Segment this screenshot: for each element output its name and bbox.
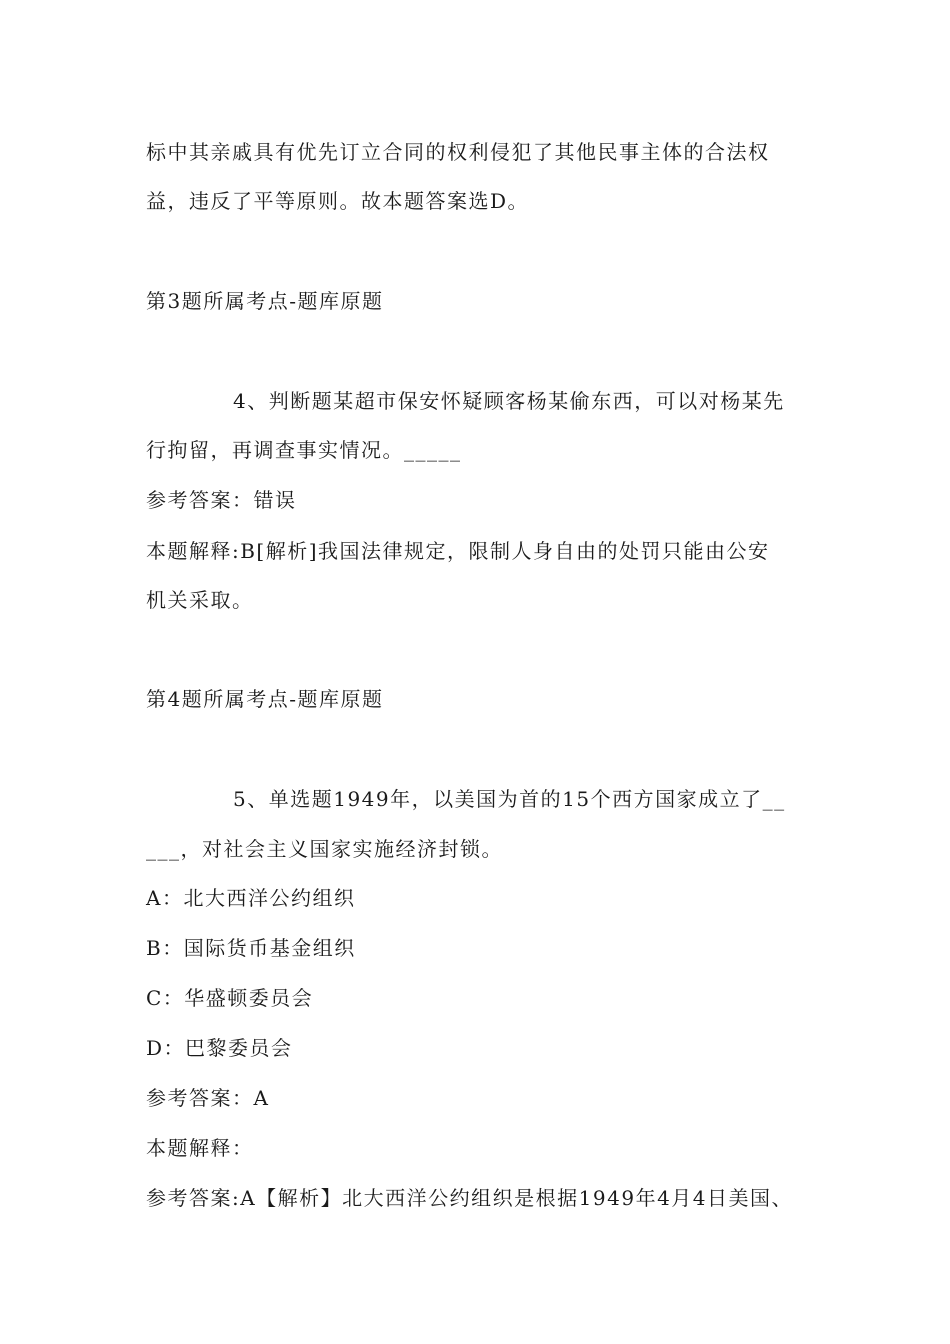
q5-explanation-label: 本题解释： bbox=[146, 1136, 254, 1160]
q4-topic: 第4题所属考点-题库原题 bbox=[146, 687, 384, 711]
q5-option-a: A：北大西洋公约组织 bbox=[146, 886, 356, 910]
q3-explanation-line-2: 益，违反了平等原则。故本题答案选D。 bbox=[146, 189, 530, 213]
q4-explanation-line-2: 机关采取。 bbox=[146, 588, 254, 612]
q4-explanation-line-1: 本题解释:B[解析]我国法律规定，限制人身自由的处罚只能由公安 bbox=[146, 539, 770, 563]
q3-explanation-line-1: 标中其亲戚具有优先订立合同的权利侵犯了其他民事主体的合法权 bbox=[146, 140, 770, 164]
q5-option-d: D：巴黎委员会 bbox=[146, 1036, 293, 1060]
q5-question-line-1: 5、单选题1949年，以美国为首的15个西方国家成立了__ bbox=[233, 787, 786, 811]
q4-answer: 参考答案：错误 bbox=[146, 488, 297, 512]
q4-question-line-2: 行拘留，再调查事实情况。_____ bbox=[146, 438, 462, 462]
q5-question-line-2: ___，对社会主义国家实施经济封锁。 bbox=[146, 837, 503, 861]
q4-question-line-1: 4、判断题某超市保安怀疑顾客杨某偷东西，可以对杨某先 bbox=[233, 389, 785, 413]
q5-answer: 参考答案：A bbox=[146, 1086, 270, 1110]
q5-option-b: B：国际货币基金组织 bbox=[146, 936, 356, 960]
q5-explanation-line-1: 参考答案:A【解析】北大西洋公约组织是根据1949年4月4日美国、 bbox=[146, 1186, 794, 1210]
q5-option-c: C：华盛顿委员会 bbox=[146, 986, 314, 1010]
q3-topic: 第3题所属考点-题库原题 bbox=[146, 289, 384, 313]
